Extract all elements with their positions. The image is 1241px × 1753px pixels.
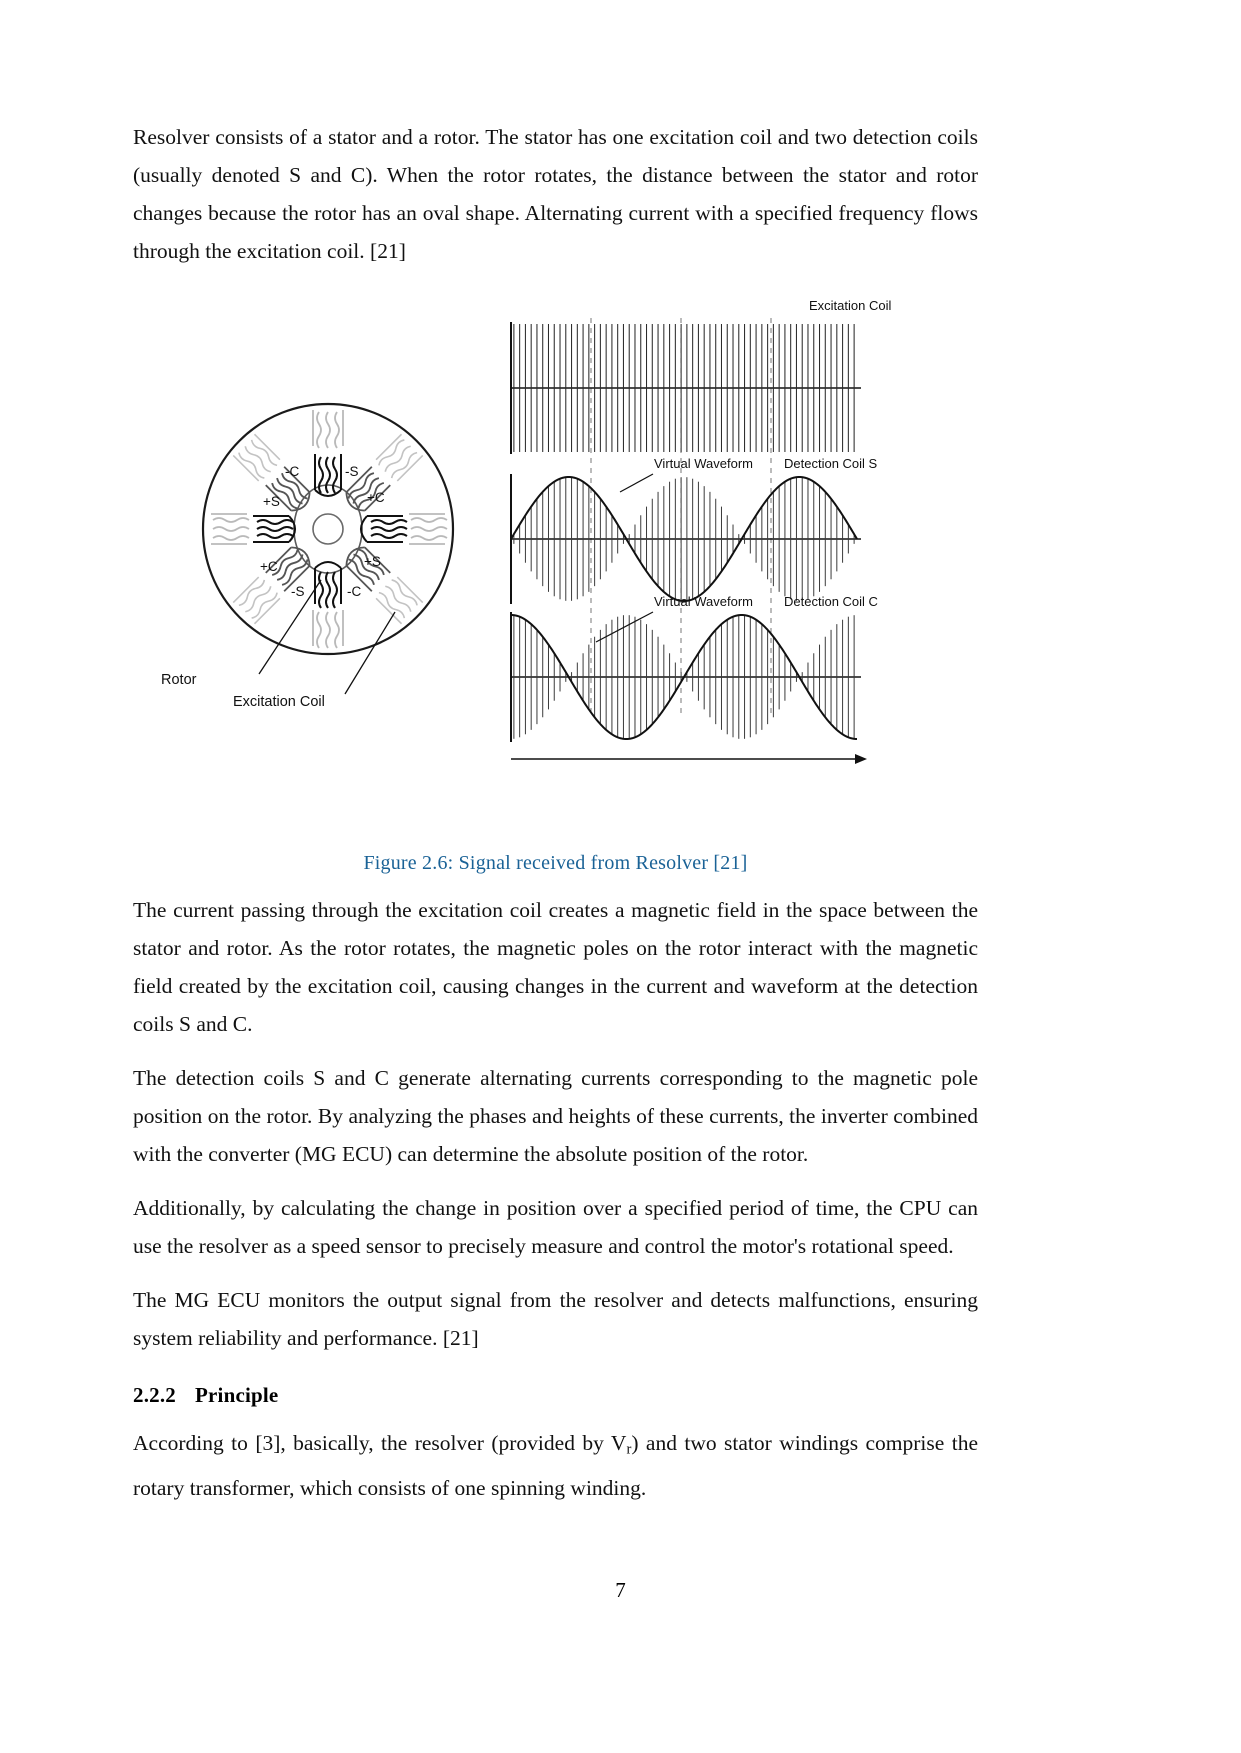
label-plus-c-upper-right: +C: [367, 490, 385, 505]
section-heading-principle: [133, 1383, 978, 1408]
label-minus-s-top: -S: [345, 464, 359, 479]
waveform-detection-coil-s: [511, 456, 878, 604]
page-content: [133, 118, 978, 1523]
section-title: Principle: [195, 1383, 279, 1407]
waveform-excitation-coil: [511, 298, 891, 454]
label-plus-s-right: +S: [364, 554, 381, 569]
principle-text-post: ) and two stator windings comprise the rotary transformer, which consists of one spinning winding.: [133, 1431, 978, 1500]
waveform-title-excitation: Excitation Coil: [809, 298, 892, 313]
figure-caption: Figure 2.6: Signal received from Resolver [21]: [363, 852, 748, 874]
waveform-title-detection-c: Detection Coil C: [784, 594, 878, 609]
label-plus-c-lower-left: +C: [260, 559, 278, 574]
excitation-coil-leader-line: [345, 612, 395, 694]
resolver-cross-section: [161, 404, 453, 710]
time-axis: [511, 754, 867, 764]
virtual-waveform-leader-c: [596, 612, 653, 642]
callout-rotor: Rotor: [161, 672, 197, 688]
paragraph-intro: Resolver consists of a stator and a rotor. The stator has one excitation coil and two detection coils (usually denoted S and C). When the rotor rotates, the distance between the stator and rotor changes because the rotor has an oval shape. Alternating current with a specified frequency flows through the excitation coil. [21]: [133, 125, 978, 263]
annotation-virtual-waveform-s: Virtual Waveform: [654, 456, 753, 471]
paragraph-current-passing: The current passing through the excitation coil creates a magnetic field in the space between the stator and rotor. As the rotor rotates, the magnetic poles on the rotor interact with the magnetic field created by the excitation coil, causing changes in the current and waveform at the detection coils S and C.: [133, 898, 978, 1036]
resolver-signal-diagram: [133, 294, 978, 842]
label-plus-s-left: +S: [263, 494, 280, 509]
rotor-leader-line: [259, 580, 321, 674]
callout-excitation-coil: Excitation Coil: [233, 694, 325, 710]
paragraph-principle: [133, 1424, 978, 1507]
page-number: 7: [615, 1578, 626, 1602]
paragraph-mg-ecu: The MG ECU monitors the output signal from the resolver and detects malfunctions, ensuring system reliability and performance. [21]: [133, 1288, 978, 1350]
principle-subscript: r: [626, 1441, 632, 1458]
paragraph-detection-coils: The detection coils S and C generate alternating currents corresponding to the magnetic pole position on the rotor. By analyzing the phases and heights of these currents, the inverter combined with the converter (MG ECU) can determine the absolute position of the rotor.: [133, 1066, 978, 1166]
label-minus-c-top: -C: [285, 464, 300, 479]
principle-text-pre: According to [3], basically, the resolver (provided by V: [133, 1431, 627, 1455]
label-minus-s-bottom: -S: [291, 584, 305, 599]
paragraph-additionally: Additionally, by calculating the change in position over a specified period of time, the CPU can use the resolver as a speed sensor to precisely measure and control the motor's rotational speed.: [133, 1196, 978, 1258]
section-number: 2.2.2: [133, 1383, 176, 1407]
virtual-waveform-leader-s: [620, 474, 653, 492]
waveform-detection-coil-c: [511, 594, 878, 742]
waveform-title-detection-s: Detection Coil S: [784, 456, 878, 471]
waveform-panels: [511, 298, 891, 764]
figure-2-6: [133, 294, 978, 842]
label-minus-c-bottom: -C: [347, 584, 362, 599]
stator-coils: [211, 410, 447, 648]
annotation-virtual-waveform-c: Virtual Waveform: [654, 594, 753, 609]
